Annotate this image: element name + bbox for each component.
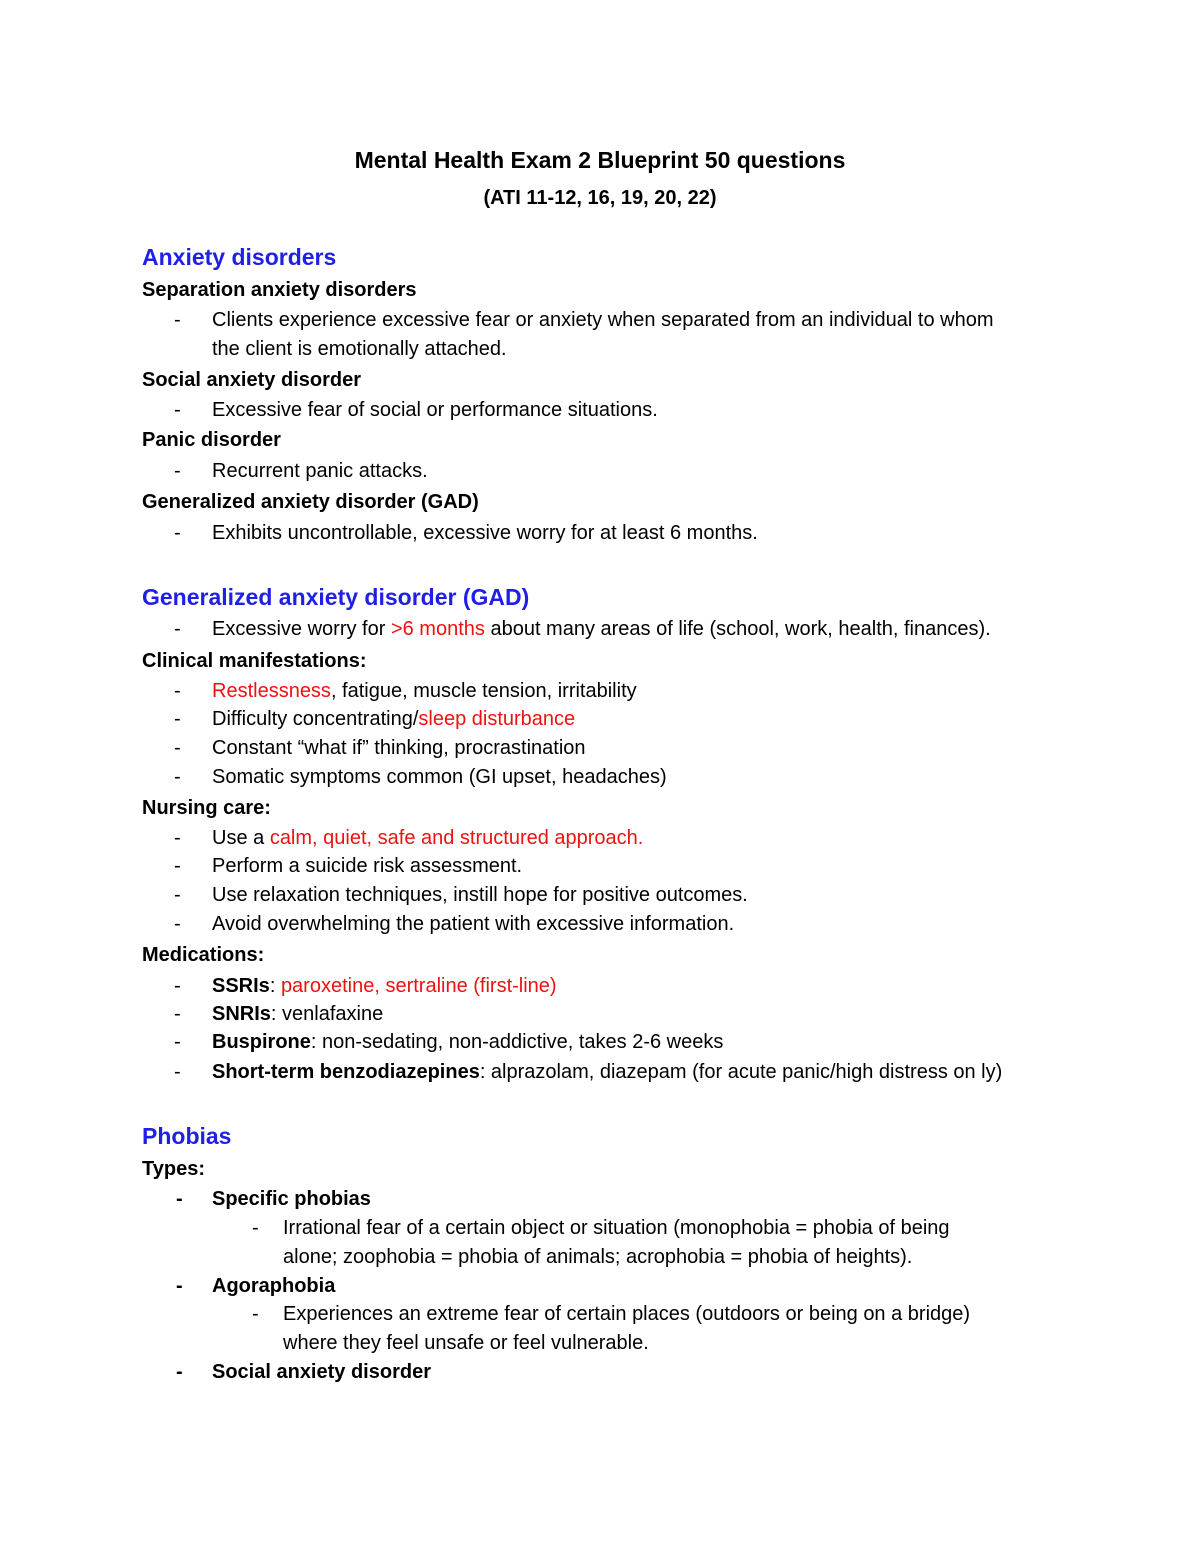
- list-item: Use relaxation techniques, instill hope for positive outcomes.: [212, 884, 748, 906]
- subheading-types: Types:: [142, 1158, 205, 1180]
- text-run: Excessive worry for: [212, 618, 391, 640]
- text-run: : alprazolam, diazepam (for acute panic/high distress on ly): [479, 1061, 1003, 1083]
- list-item: [212, 705, 575, 733]
- subheading-nursing: Nursing care:: [142, 797, 271, 819]
- list-item: [212, 1028, 723, 1056]
- list-item-continuation: alone; zoophobia = phobia of animals; acrophobia = phobia of heights).: [283, 1246, 913, 1268]
- list-item: Avoid overwhelming the patient with excessive information.: [212, 913, 735, 935]
- bullet-dash: -: [174, 737, 181, 759]
- bullet-dash: -: [174, 399, 181, 421]
- bullet-dash: -: [174, 766, 181, 788]
- bullet-dash: -: [174, 522, 181, 544]
- section-heading-gad: Generalized anxiety disorder (GAD): [142, 584, 530, 610]
- bullet-dash: -: [174, 884, 181, 906]
- document-title: Mental Health Exam 2 Blueprint 50 questions: [354, 147, 846, 173]
- list-item-continuation: the client is emotionally attached.: [212, 338, 507, 360]
- list-item-agoraphobia: Agoraphobia: [212, 1275, 336, 1297]
- text-run: :: [269, 975, 281, 997]
- list-item: [212, 824, 643, 852]
- highlight-text: Restlessness: [212, 680, 331, 702]
- bullet-dash: -: [176, 1275, 183, 1297]
- bullet-dash: -: [174, 975, 181, 997]
- text-run: , fatigue, muscle tension, irritability: [330, 680, 637, 702]
- highlight-text: calm, quiet, safe and structured approach.: [269, 827, 644, 849]
- section-heading-phobias: Phobias: [142, 1123, 232, 1149]
- list-item: Constant “what if” thinking, procrastination: [212, 737, 586, 759]
- bullet-dash: -: [252, 1303, 259, 1325]
- drug-class: SNRIs: [212, 1003, 271, 1025]
- subheading-medications: Medications:: [142, 944, 265, 966]
- bullet-dash: -: [174, 913, 181, 935]
- bullet-dash: -: [174, 855, 181, 877]
- drug-class: Short-term benzodiazepines: [212, 1061, 480, 1083]
- drug-class: SSRIs: [212, 975, 270, 997]
- bullet-dash: -: [174, 1061, 181, 1083]
- text-run: Use a: [212, 827, 270, 849]
- list-item-social-anxiety: Social anxiety disorder: [212, 1361, 431, 1383]
- bullet-dash: -: [252, 1217, 259, 1239]
- bullet-dash: -: [174, 1003, 181, 1025]
- list-item: Exhibits uncontrollable, excessive worry for at least 6 months.: [212, 522, 758, 544]
- list-item-continuation: where they feel unsafe or feel vulnerable.: [283, 1332, 649, 1354]
- list-item-specific-phobias: Specific phobias: [212, 1188, 371, 1210]
- text-run: Difficulty concentrating/: [212, 708, 419, 730]
- subheading-gad: Generalized anxiety disorder (GAD): [142, 491, 479, 513]
- subheading-separation: Separation anxiety disorders: [142, 279, 417, 301]
- bullet-dash: -: [174, 708, 181, 730]
- list-item: Recurrent panic attacks.: [212, 460, 428, 482]
- section-heading-anxiety: Anxiety disorders: [142, 244, 337, 270]
- bullet-dash: -: [174, 680, 181, 702]
- list-item: [212, 972, 557, 1000]
- list-item: Irrational fear of a certain object or situation (monophobia = phobia of being: [283, 1217, 950, 1239]
- bullet-dash: -: [174, 1031, 181, 1053]
- subheading-panic: Panic disorder: [142, 429, 281, 451]
- highlight-text: >6 months: [390, 618, 485, 640]
- text-run: : venlafaxine: [270, 1003, 384, 1025]
- list-item: Clients experience excessive fear or anxiety when separated from an individual to whom: [212, 309, 994, 331]
- drug-class: Buspirone: [212, 1031, 311, 1053]
- bullet-dash: -: [176, 1188, 183, 1210]
- text-run: : non-sedating, non-addictive, takes 2-6 weeks: [310, 1031, 724, 1053]
- list-item: Excessive fear of social or performance situations.: [212, 399, 658, 421]
- subheading-social: Social anxiety disorder: [142, 369, 361, 391]
- document-subtitle: (ATI 11-12, 16, 19, 20, 22): [483, 187, 717, 209]
- list-item: [212, 1000, 383, 1028]
- highlight-text: paroxetine, sertraline (first-line): [280, 975, 557, 997]
- list-item: [212, 677, 637, 705]
- bullet-dash: -: [176, 1361, 183, 1383]
- subheading-manifestations: Clinical manifestations:: [142, 650, 367, 672]
- list-item: [212, 1058, 1002, 1086]
- bullet-dash: -: [174, 309, 181, 331]
- list-item: Experiences an extreme fear of certain places (outdoors or being on a bridge): [283, 1303, 971, 1325]
- bullet-dash: -: [174, 618, 181, 640]
- bullet-dash: -: [174, 460, 181, 482]
- list-item: Perform a suicide risk assessment.: [212, 855, 523, 877]
- list-item: Somatic symptoms common (GI upset, headaches): [212, 766, 667, 788]
- list-item: [212, 615, 991, 643]
- text-run: about many areas of life (school, work, health, finances).: [484, 618, 991, 640]
- highlight-text: sleep disturbance: [418, 708, 576, 730]
- bullet-dash: -: [174, 827, 181, 849]
